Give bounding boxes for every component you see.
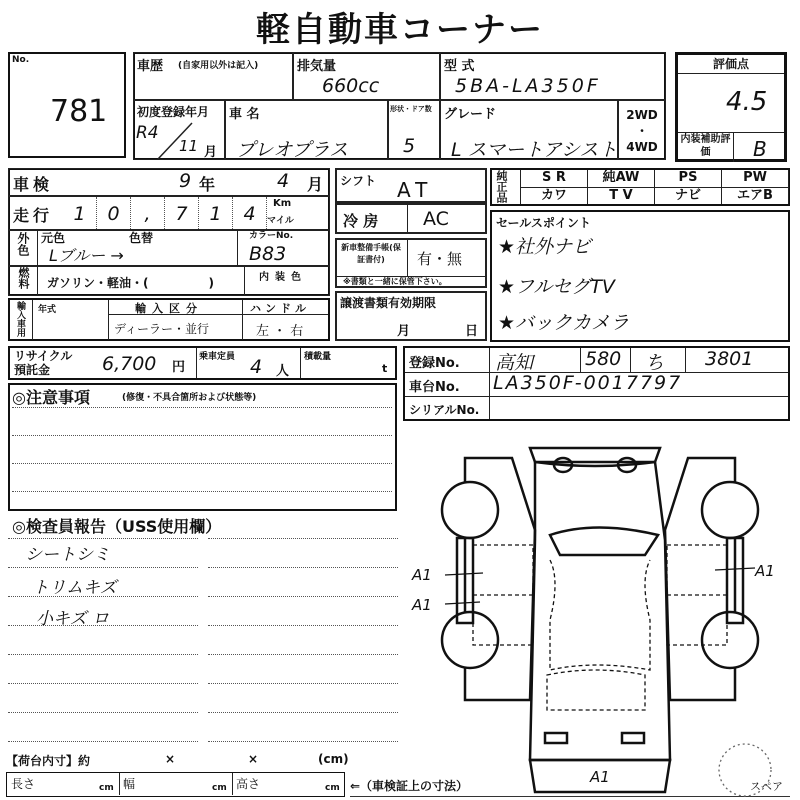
orig-color-label: 元色	[41, 231, 66, 245]
drive-cell	[618, 100, 666, 160]
car-diagram	[400, 430, 800, 800]
genuine-part-item: エアB	[722, 188, 789, 205]
lot-number: 781	[50, 94, 108, 129]
wheel	[442, 482, 498, 538]
fuel-value: ガソリン・軽油・( )	[47, 276, 214, 290]
odometer-digit: 1	[63, 197, 97, 229]
first-reg-year: R4	[136, 123, 159, 143]
drive-sep: ・	[635, 124, 648, 138]
genuine-part-item: ナビ	[655, 188, 722, 205]
inspection-year-unit: 年	[199, 175, 216, 194]
color-row	[8, 230, 330, 266]
odometer	[63, 197, 267, 229]
import-division-value: ディーラー・並行	[114, 322, 210, 336]
damage-mark: A1	[412, 596, 432, 614]
registration-kana: ち	[645, 352, 665, 374]
recycle-row	[8, 346, 397, 380]
wheel	[442, 612, 498, 668]
width-label: 幅	[123, 777, 136, 791]
recycle-label: リサイクル預託金	[14, 349, 73, 377]
cm-unit: cm	[99, 783, 114, 793]
report-line	[208, 567, 398, 568]
ac-cell	[335, 203, 487, 234]
genuine-part-item: PW	[722, 170, 789, 188]
displacement-cell	[293, 52, 440, 100]
headlight	[622, 733, 644, 743]
ac-value: AC	[423, 208, 449, 230]
color-code-value: B83	[249, 243, 287, 265]
lot-label: No.	[12, 55, 30, 65]
inspector-title: ◎検査員報告（USS使用欄）	[12, 517, 222, 536]
score-box	[675, 52, 787, 162]
odometer-digit: 1	[199, 197, 233, 229]
rear-spoiler	[530, 448, 660, 462]
inspection-month: 4	[277, 170, 290, 192]
sheet-title: 軽自動車コーナー	[256, 10, 544, 50]
car-name-cell	[225, 100, 388, 160]
report-line	[8, 654, 198, 655]
grade-label: グレード	[444, 107, 497, 122]
registration-number: 3801	[705, 348, 754, 370]
genuine-part-item: カワ	[521, 188, 588, 205]
first-reg-month: 11	[179, 137, 199, 155]
sales-point: ★社外ナビ	[498, 236, 592, 258]
registration-label: 登録No.	[409, 356, 460, 371]
wheel	[702, 612, 758, 668]
history-note: (自家用以外は記入)	[178, 61, 259, 71]
warranty-cell	[335, 238, 487, 288]
cargo-note: ⇐（車検証上の寸法）	[350, 779, 469, 793]
first-reg-cell	[133, 100, 225, 160]
unit-mile: マイル	[267, 216, 294, 226]
report-line	[208, 596, 398, 597]
shift-label: シフト	[340, 174, 377, 188]
notes-box	[8, 383, 397, 511]
sales-points	[490, 210, 790, 342]
sales-point: ★バックカメラ	[498, 312, 630, 334]
ac-label: 冷 房	[343, 212, 379, 230]
fuel-label: 燃料	[17, 267, 30, 289]
report-line	[8, 538, 198, 539]
report-line	[208, 683, 398, 684]
color-code-label: カラーNo.	[249, 231, 294, 241]
cargo-dimensions	[6, 772, 345, 797]
car-name-label: 車 名	[229, 107, 260, 122]
inspection-year: 9	[179, 170, 192, 192]
cm-unit: cm	[212, 783, 227, 793]
genuine-part-item: 純AW	[588, 170, 655, 188]
handle-label: ハンドル	[250, 302, 310, 315]
recycle-unit: 円	[172, 360, 186, 375]
import-label: 輸入車用	[15, 301, 25, 337]
fuel-row	[8, 266, 330, 296]
cargo-times: ×	[248, 752, 259, 766]
first-reg-month-unit: 月	[204, 145, 218, 160]
inspector-note: シートシミ	[25, 545, 110, 565]
odometer-digit: 4	[233, 197, 267, 229]
interior-score-value: B	[753, 137, 767, 161]
grade-cell	[440, 100, 618, 160]
transfer-month: 月	[397, 324, 411, 339]
serial-label: シリアルNo.	[409, 403, 480, 417]
report-line	[208, 741, 398, 742]
cargo-unit: (cm)	[318, 752, 349, 766]
transfer-day: 日	[465, 324, 479, 339]
headlight	[545, 733, 567, 743]
report-line	[8, 712, 198, 713]
transfer-cell	[335, 291, 487, 341]
length-label: 長さ	[11, 777, 36, 791]
inspection-month-unit: 月	[307, 175, 324, 194]
rear-window	[550, 528, 658, 556]
color-change-label: 色替	[129, 231, 154, 245]
score-value: 4.5	[726, 87, 768, 117]
capacity-value: 4	[250, 356, 263, 378]
report-line	[208, 712, 398, 713]
score-label: 評価点	[678, 55, 784, 74]
doors-cell	[388, 100, 440, 160]
chassis-label: 車台No.	[409, 380, 460, 395]
capacity-label: 乗車定員	[199, 352, 236, 362]
shift-value: AT	[397, 178, 434, 202]
recycle-value: 6,700	[102, 353, 157, 375]
inspector-note: トリムキズ	[32, 578, 117, 598]
spare-label: スペア	[750, 780, 783, 793]
damage-mark: A1	[755, 562, 775, 580]
warranty-value: 有・無	[417, 250, 463, 268]
history-cell	[133, 52, 293, 100]
registration-table	[403, 346, 790, 421]
damage-mark: A1	[412, 566, 432, 584]
load-unit: t	[382, 362, 388, 375]
drive-4wd: 4WD	[626, 140, 658, 154]
odometer-digit: 0	[97, 197, 131, 229]
shift-cell	[335, 168, 487, 203]
genuine-part-item: PS	[655, 170, 722, 188]
mileage-row	[8, 196, 330, 230]
report-line	[208, 654, 398, 655]
odometer-digit: ,	[131, 197, 165, 229]
car-name-value: プレオプラス	[236, 139, 349, 161]
notes-subtitle: (修復・不具合箇所および状態等)	[122, 393, 257, 403]
transfer-label: 譲渡書類有効期限	[340, 296, 437, 310]
warranty-label: 新車整備手帳(保証書付)	[341, 243, 401, 264]
damage-mark: A1	[590, 768, 610, 786]
report-line	[8, 683, 198, 684]
chassis-value: LA350F-0017797	[493, 372, 683, 394]
interior-color-label: 内装色	[259, 272, 307, 283]
model-code-value: 5BA-LA350F	[455, 75, 601, 97]
interior-score-label: 内装補助評価	[678, 132, 734, 162]
handle-value: 左 ・ 右	[256, 324, 304, 339]
genuine-label: 純正品	[495, 170, 508, 203]
cargo-label: 【荷台内寸】約	[6, 754, 91, 768]
lot-box	[8, 52, 126, 158]
color-label: 外色	[16, 232, 30, 256]
load-label: 積載量	[304, 352, 332, 362]
grade-value: L スマートアシスト	[451, 139, 618, 161]
odometer-digit: 7	[165, 197, 199, 229]
report-line	[8, 741, 198, 742]
warranty-note: ※書類と一緒に保管下さい。	[343, 277, 447, 286]
displacement-label: 排気量	[297, 59, 337, 74]
displacement-value: 660cc	[322, 75, 380, 97]
color-value: Lブルー →	[49, 246, 124, 265]
height-label: 高さ	[236, 777, 261, 791]
unit-km: Km	[273, 198, 292, 209]
registration-class: 580	[585, 348, 622, 370]
inspector-note: 小キズ ロ	[36, 609, 110, 629]
wheel	[702, 482, 758, 538]
report-line	[208, 538, 398, 539]
report-line	[208, 625, 398, 626]
doors-value: 5	[403, 135, 416, 157]
sales-points-label: セールスポイント	[496, 216, 591, 230]
model-code-cell	[440, 52, 666, 100]
inspection-row	[8, 168, 330, 196]
import-year-label: 年式	[38, 305, 57, 315]
drive-2wd: 2WD	[626, 108, 658, 122]
car-body	[530, 462, 670, 760]
notes-title: ◎注意事項	[12, 388, 90, 407]
inspection-label: 車検	[13, 175, 54, 194]
report-line	[8, 567, 198, 568]
genuine-part-item: T V	[588, 188, 655, 205]
genuine-part-item: S R	[521, 170, 588, 188]
doors-label: 形状・ドア数	[390, 105, 432, 113]
sales-point: ★フルセグTV	[498, 276, 615, 298]
capacity-unit: 人	[276, 364, 290, 379]
registration-region: 高知	[495, 352, 534, 374]
import-row	[8, 298, 330, 341]
history-label: 車歴	[137, 59, 164, 74]
genuine-parts	[490, 168, 790, 206]
first-reg-label: 初度登録年月	[137, 105, 210, 119]
mileage-label: 走行	[13, 206, 54, 225]
cm-unit: cm	[325, 783, 340, 793]
cargo-times: ×	[165, 752, 176, 766]
model-code-label: 型 式	[444, 59, 475, 74]
import-division-label: 輸入区分	[135, 302, 203, 315]
